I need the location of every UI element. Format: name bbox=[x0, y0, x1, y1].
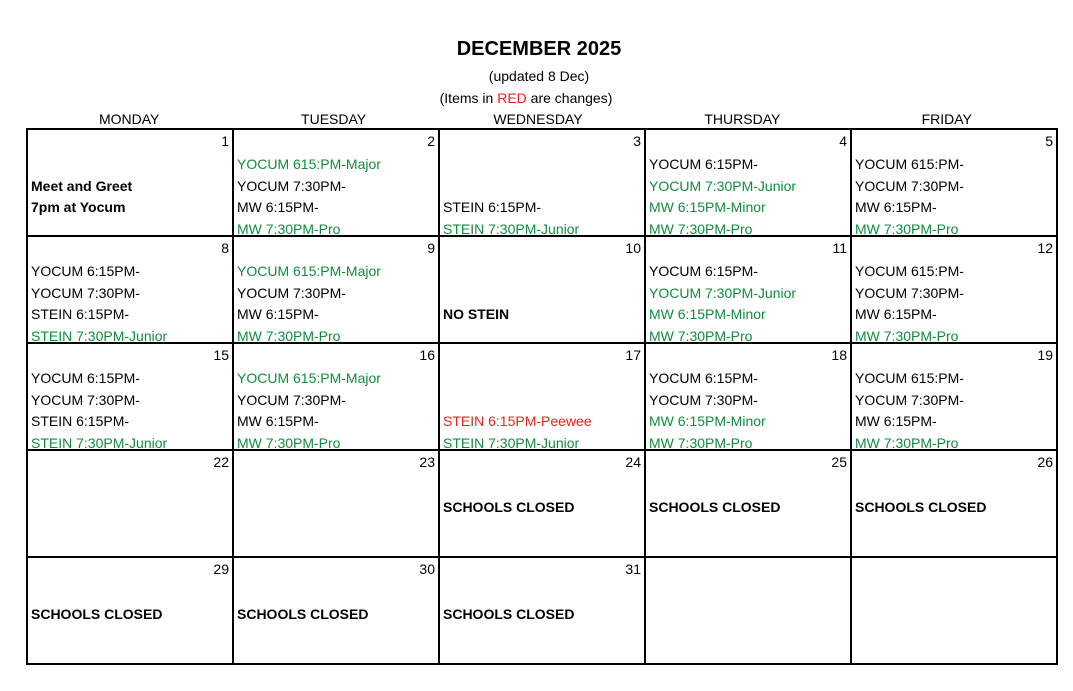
day-number: 30 bbox=[419, 561, 435, 577]
blank-line bbox=[237, 582, 435, 604]
day-cell bbox=[645, 343, 851, 450]
day-number: 31 bbox=[625, 561, 641, 577]
schedule-entry: SCHOOLS CLOSED bbox=[237, 605, 369, 622]
day-entries bbox=[649, 475, 847, 518]
day-cell bbox=[27, 236, 233, 343]
day-entries bbox=[855, 154, 1053, 240]
schedule-entry: STEIN 6:15PM- bbox=[31, 306, 130, 322]
week-row bbox=[27, 236, 1057, 343]
schedule-entry: STEIN 7:30PM-Junior bbox=[31, 327, 168, 344]
schedule-entry: STEIN 7:30PM-Junior bbox=[443, 434, 580, 451]
schedule-entry: SCHOOLS CLOSED bbox=[855, 498, 987, 515]
schedule-entry: MW 7:30PM-Pro bbox=[649, 220, 753, 237]
changes-legend-prefix: (Items in bbox=[439, 90, 498, 106]
schedule-entry: YOCUM 615:PM-Major bbox=[237, 263, 381, 279]
schedule-entry: MW 6:15PM- bbox=[237, 199, 319, 215]
schedule-entry: YOCUM 6:15PM- bbox=[649, 156, 758, 172]
day-cell bbox=[233, 236, 439, 343]
day-number: 9 bbox=[427, 240, 435, 256]
week-row bbox=[27, 557, 1057, 664]
schedule-entry: YOCUM 7:30PM-Junior bbox=[649, 284, 797, 301]
day-cell bbox=[27, 557, 233, 664]
schedule-entry: Meet and Greet bbox=[31, 177, 133, 194]
page-title: DECEMBER 2025 bbox=[456, 38, 622, 60]
schedule-entry: YOCUM 7:30PM- bbox=[237, 284, 346, 301]
schedule-entry: YOCUM 7:30PM-Junior bbox=[649, 177, 797, 194]
day-entries bbox=[443, 154, 641, 240]
day-entries bbox=[237, 261, 435, 347]
schedule-entry: YOCUM 7:30PM- bbox=[855, 177, 964, 194]
day-cell bbox=[233, 343, 439, 450]
schedule-entry: MW 7:30PM-Pro bbox=[855, 327, 959, 344]
day-number: 11 bbox=[832, 240, 847, 256]
blank-line bbox=[443, 475, 641, 497]
schedule-entry: YOCUM 615:PM- bbox=[855, 370, 964, 386]
schedule-entry: 7pm at Yocum bbox=[31, 199, 126, 215]
day-cell bbox=[645, 557, 851, 664]
week-row bbox=[27, 450, 1057, 557]
day-number: 18 bbox=[831, 347, 847, 363]
schedule-entry: YOCUM 615:PM-Major bbox=[237, 370, 381, 386]
schedule-entry: SCHOOLS CLOSED bbox=[649, 498, 781, 515]
day-cell bbox=[233, 129, 439, 236]
day-entries bbox=[443, 368, 641, 454]
day-number: 16 bbox=[419, 347, 435, 363]
schedule-entry: YOCUM 7:30PM- bbox=[649, 391, 758, 408]
day-number: 2 bbox=[427, 133, 435, 149]
day-entries bbox=[855, 368, 1053, 454]
day-number: 19 bbox=[1037, 347, 1053, 363]
day-cell bbox=[27, 129, 233, 236]
calendar-grid bbox=[26, 128, 1058, 665]
schedule-entry: YOCUM 7:30PM- bbox=[855, 284, 964, 301]
blank-line bbox=[649, 475, 847, 497]
schedule-entry: YOCUM 7:30PM- bbox=[31, 284, 140, 301]
blank-line bbox=[443, 390, 641, 412]
schedule-entry: SCHOOLS CLOSED bbox=[443, 498, 575, 515]
schedule-entry: SCHOOLS CLOSED bbox=[31, 605, 163, 622]
day-cell bbox=[645, 450, 851, 557]
day-cell bbox=[439, 129, 645, 236]
day-cell bbox=[851, 129, 1057, 236]
schedule-entry: MW 7:30PM-Pro bbox=[237, 220, 341, 237]
day-number: 29 bbox=[213, 561, 229, 577]
blank-line bbox=[443, 283, 641, 305]
day-cell bbox=[233, 557, 439, 664]
day-entries bbox=[649, 154, 847, 240]
updated-note: (updated 8 Dec) bbox=[488, 68, 590, 84]
day-number: 12 bbox=[1037, 240, 1053, 256]
day-cell bbox=[439, 450, 645, 557]
schedule-entry: MW 7:30PM-Pro bbox=[855, 434, 959, 451]
day-cell bbox=[851, 557, 1057, 664]
schedule-entry: YOCUM 6:15PM- bbox=[31, 370, 140, 386]
schedule-entry: MW 6:15PM- bbox=[237, 413, 319, 429]
day-entries bbox=[855, 475, 1053, 518]
blank-line bbox=[443, 261, 641, 283]
schedule-entry: MW 6:15PM- bbox=[237, 306, 319, 322]
weekday-header-row bbox=[27, 111, 1049, 129]
schedule-entry: YOCUM 6:15PM- bbox=[649, 263, 758, 279]
day-cell bbox=[439, 343, 645, 450]
day-cell bbox=[645, 236, 851, 343]
day-number: 1 bbox=[221, 133, 229, 149]
weekday-tuesday: TUESDAY bbox=[301, 111, 367, 127]
day-number: 8 bbox=[221, 240, 229, 256]
day-number: 15 bbox=[213, 347, 229, 363]
schedule-entry: MW 6:15PM-Minor bbox=[649, 199, 766, 215]
weekday-monday: MONDAY bbox=[98, 111, 160, 127]
day-number: 26 bbox=[1037, 454, 1053, 470]
schedule-entry: MW 7:30PM-Pro bbox=[237, 327, 341, 344]
week-row bbox=[27, 343, 1057, 450]
day-entries bbox=[443, 475, 641, 518]
schedule-entry: SCHOOLS CLOSED bbox=[443, 605, 575, 622]
day-entries bbox=[855, 261, 1053, 347]
day-number: 3 bbox=[633, 133, 641, 149]
schedule-entry: STEIN 6:15PM- bbox=[443, 199, 542, 215]
day-cell bbox=[233, 450, 439, 557]
day-entries bbox=[237, 154, 435, 240]
blank-line bbox=[31, 154, 229, 176]
day-number: 22 bbox=[213, 454, 229, 470]
day-entries bbox=[237, 582, 435, 625]
changes-legend-red: RED bbox=[497, 90, 527, 106]
schedule-entry: YOCUM 7:30PM- bbox=[855, 391, 964, 408]
schedule-entry: MW 6:15PM- bbox=[855, 413, 937, 429]
schedule-entry: YOCUM 7:30PM- bbox=[237, 391, 346, 408]
blank-line bbox=[443, 582, 641, 604]
blank-line bbox=[443, 154, 641, 176]
schedule-entry: MW 6:15PM- bbox=[855, 306, 937, 322]
schedule-entry: YOCUM 7:30PM- bbox=[237, 177, 346, 194]
day-entries bbox=[31, 261, 229, 347]
day-entries bbox=[31, 582, 229, 625]
day-number: 5 bbox=[1045, 133, 1053, 149]
day-cell bbox=[27, 450, 233, 557]
schedule-entry: YOCUM 6:15PM- bbox=[31, 263, 140, 279]
day-entries bbox=[443, 261, 641, 347]
day-entries bbox=[649, 261, 847, 347]
weekday-friday: FRIDAY bbox=[921, 111, 972, 127]
blank-line bbox=[855, 475, 1053, 497]
day-entries bbox=[31, 154, 229, 240]
day-number: 24 bbox=[625, 454, 641, 470]
blank-line bbox=[443, 176, 641, 198]
day-number: 17 bbox=[625, 347, 641, 363]
schedule-entry: MW 7:30PM-Pro bbox=[237, 434, 341, 451]
day-entries bbox=[443, 582, 641, 625]
schedule-entry: NO STEIN bbox=[443, 306, 510, 322]
schedule-entry: STEIN 6:15PM- bbox=[31, 413, 130, 429]
weekday-wednesday: WEDNESDAY bbox=[493, 111, 583, 127]
day-cell bbox=[851, 236, 1057, 343]
week-row bbox=[27, 129, 1057, 236]
day-entries bbox=[237, 368, 435, 454]
schedule-entry: YOCUM 615:PM-Major bbox=[237, 156, 381, 172]
schedule-entry: YOCUM 615:PM- bbox=[855, 156, 964, 172]
changes-legend-suffix: are changes) bbox=[526, 90, 613, 106]
schedule-entry: MW 7:30PM-Pro bbox=[649, 434, 753, 451]
schedule-entry: MW 6:15PM-Minor bbox=[649, 306, 766, 322]
blank-line bbox=[443, 368, 641, 390]
day-cell bbox=[439, 236, 645, 343]
day-cell bbox=[851, 450, 1057, 557]
blank-line bbox=[31, 582, 229, 604]
schedule-entry: MW 7:30PM-Pro bbox=[855, 220, 959, 237]
schedule-entry: MW 6:15PM-Minor bbox=[649, 413, 766, 429]
schedule-entry: YOCUM 7:30PM- bbox=[31, 391, 140, 408]
day-cell bbox=[851, 343, 1057, 450]
schedule-entry: MW 7:30PM-Pro bbox=[649, 327, 753, 344]
day-number: 23 bbox=[419, 454, 435, 470]
day-entries bbox=[649, 368, 847, 454]
schedule-entry: STEIN 6:15PM-Peewee bbox=[443, 413, 592, 429]
schedule-entry: STEIN 7:30PM-Junior bbox=[443, 220, 580, 237]
day-number: 25 bbox=[831, 454, 847, 470]
day-cell bbox=[27, 343, 233, 450]
day-number: 4 bbox=[839, 133, 847, 149]
schedule-entry: MW 6:15PM- bbox=[855, 199, 937, 215]
weekday-thursday: THURSDAY bbox=[704, 111, 781, 127]
schedule-entry: YOCUM 6:15PM- bbox=[649, 370, 758, 386]
schedule-entry: YOCUM 615:PM- bbox=[855, 263, 964, 279]
day-cell bbox=[439, 557, 645, 664]
changes-legend bbox=[0, 90, 1052, 106]
day-number: 10 bbox=[625, 240, 641, 256]
schedule-entry: STEIN 7:30PM-Junior bbox=[31, 434, 168, 451]
day-cell bbox=[645, 129, 851, 236]
day-entries bbox=[31, 368, 229, 454]
